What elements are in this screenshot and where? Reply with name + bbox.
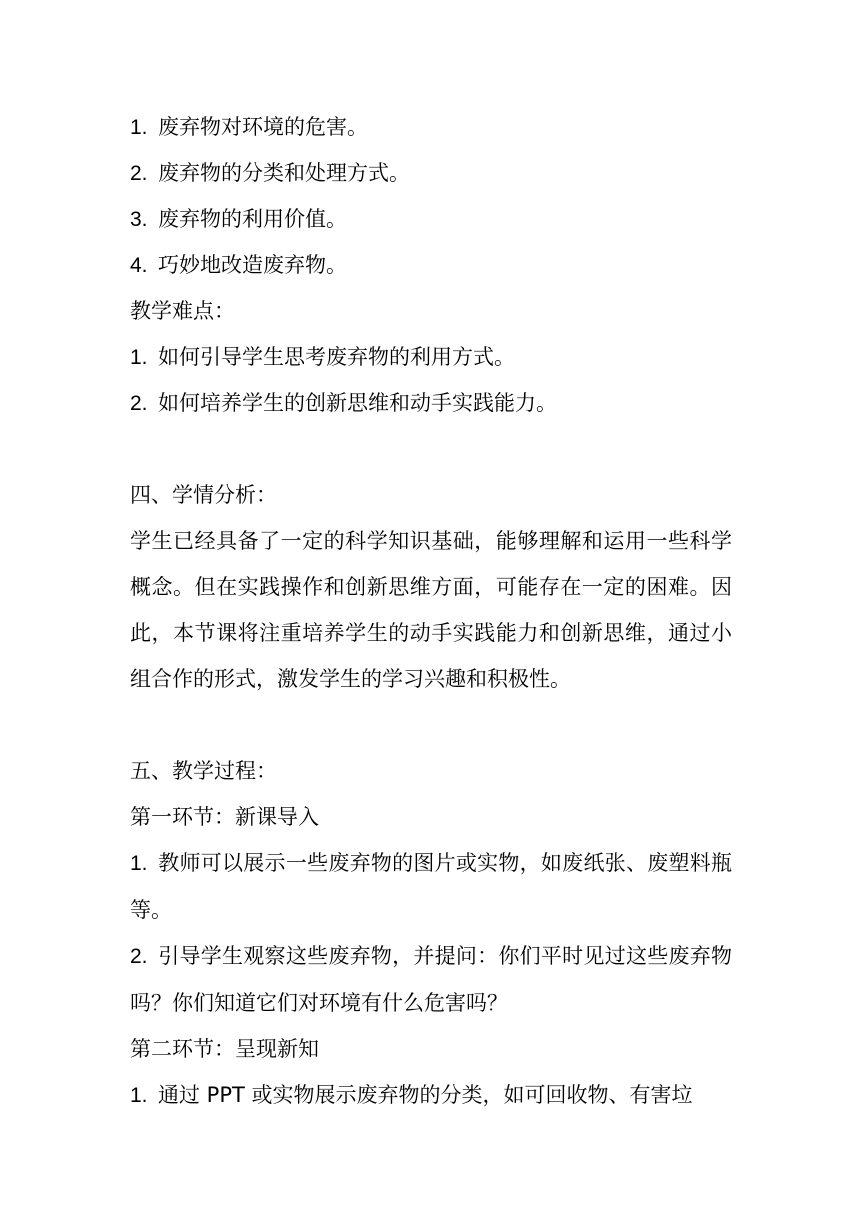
list-text: 引导学生观察这些废弃物，并提问：你们平时见过这些废弃物吗？你们知道它们对环境有什么危害吗？ [130, 944, 732, 1015]
blank-line [130, 702, 732, 748]
list-number: 2. [130, 945, 148, 968]
list-number: 2. [130, 392, 148, 415]
difficulty-item [130, 380, 732, 426]
step1-item [130, 840, 732, 933]
step2-heading: 第二环节：呈现新知 [130, 1037, 319, 1061]
difficulty-item [130, 334, 732, 380]
key-point-item [130, 150, 732, 196]
list-text: 废弃物的利用价值。 [158, 207, 347, 231]
list-text: 如何培养学生的创新思维和动手实践能力。 [158, 391, 557, 415]
list-text: 如何引导学生思考废弃物的利用方式。 [158, 345, 515, 369]
list-text: 废弃物对环境的危害。 [158, 115, 368, 139]
list-number: 1. [130, 346, 148, 369]
step1-item [130, 933, 732, 1026]
key-point-item [130, 242, 732, 288]
list-text: 废弃物的分类和处理方式。 [158, 161, 410, 185]
list-number: 1. [130, 1084, 148, 1107]
key-point-item [130, 196, 732, 242]
section5-heading: 五、教学过程： [130, 759, 277, 783]
document-page [130, 104, 732, 1118]
blank-line [130, 426, 732, 472]
section4-heading: 四、学情分析： [130, 483, 277, 507]
section4-paragraph: 学生已经具备了一定的科学知识基础，能够理解和运用一些科学概念。但在实践操作和创新思维方面，可能存在一定的困难。因此，本节课将注重培养学生的动手实践能力和创新思维，通过小组合作的形式，激发学生的学习兴趣和积极性。 [130, 529, 732, 691]
step1-heading: 第一环节：新课导入 [130, 805, 319, 829]
difficulties-heading: 教学难点： [130, 299, 235, 323]
list-text: 通过 PPT 或实物展示废弃物的分类，如可回收物、有害垃 [158, 1083, 693, 1107]
list-number: 3. [130, 208, 148, 231]
list-number: 1. [130, 116, 148, 139]
list-number: 1. [130, 852, 148, 875]
list-number: 2. [130, 162, 148, 185]
list-text: 巧妙地改造废弃物。 [158, 253, 347, 277]
key-point-item [130, 104, 732, 150]
list-number: 4. [130, 254, 148, 277]
list-text: 教师可以展示一些废弃物的图片或实物，如废纸张、废塑料瓶等。 [130, 851, 732, 922]
step2-item [130, 1072, 732, 1118]
